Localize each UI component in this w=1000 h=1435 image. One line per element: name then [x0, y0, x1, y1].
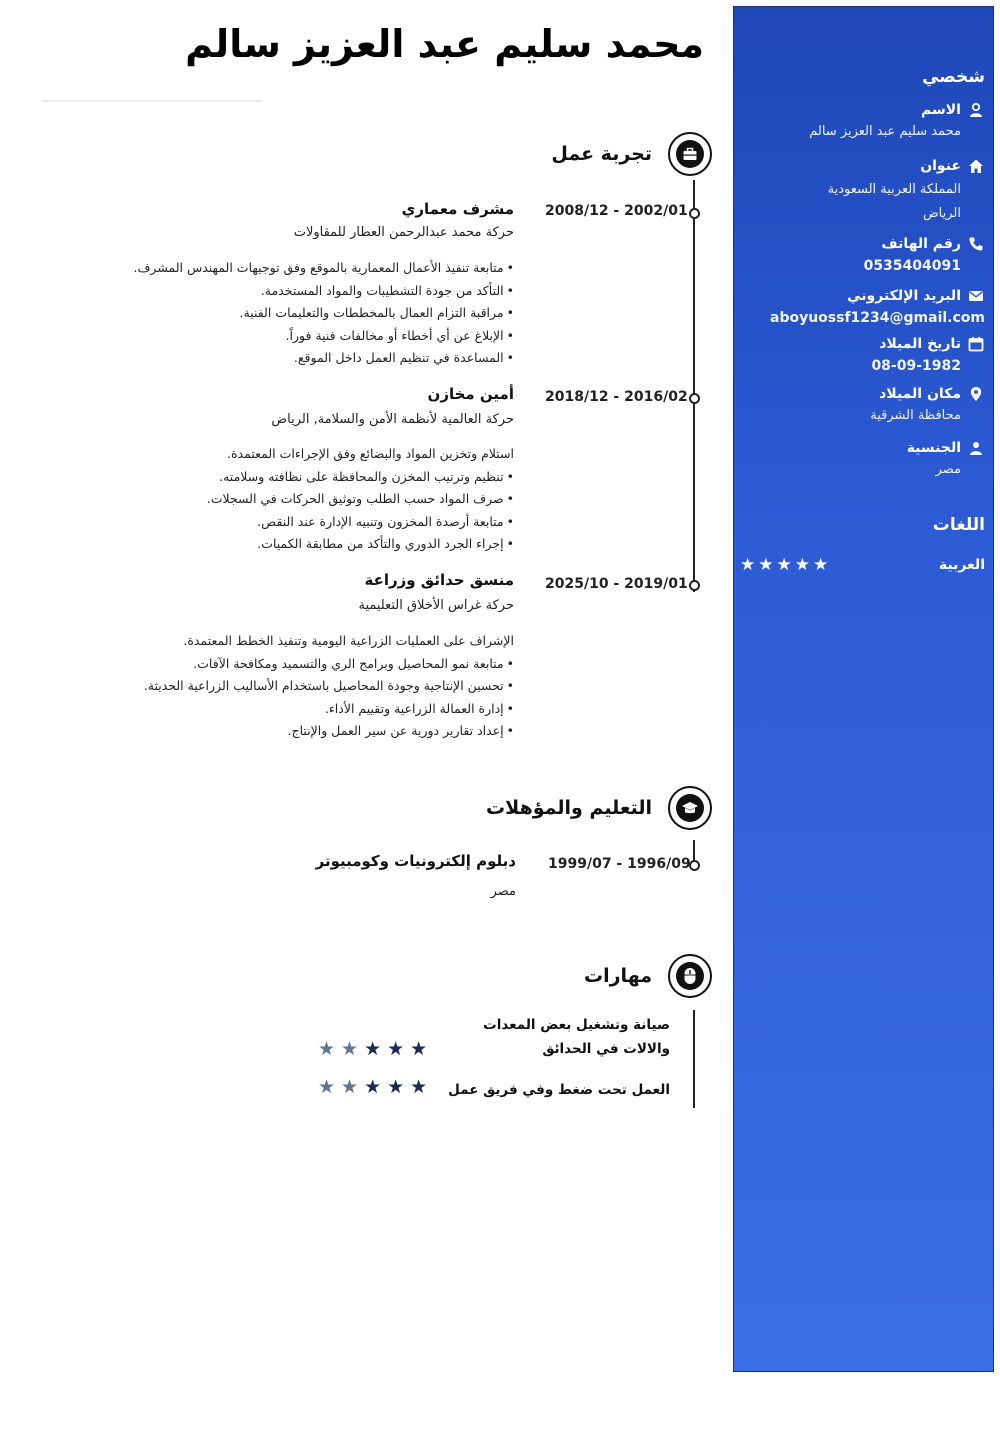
sidebar-value-city: الرياض — [922, 206, 961, 221]
sidebar-label: رقم الهاتف — [881, 236, 961, 252]
duty-item: • تنظيم وترتيب المخزن والمحافظة على نظافته وسلامته. — [207, 466, 514, 489]
job-duties — [134, 257, 515, 370]
sidebar-value: 08-09-1982 — [871, 358, 961, 374]
job-company: حركة غراس الأخلاق التعليمية — [358, 598, 514, 613]
experience-timeline — [693, 180, 695, 592]
skills-title: مهارات — [584, 965, 652, 987]
education-title: التعليم والمؤهلات — [486, 797, 652, 819]
sidebar-value: محافظة الشرقية — [870, 408, 961, 423]
job-date: 2025/10 - 2019/01 — [545, 576, 688, 592]
sidebar-label: تاريخ الميلاد — [879, 336, 961, 352]
language-row — [740, 555, 985, 575]
education-place: مصر — [490, 884, 516, 899]
timeline-dot — [689, 208, 700, 219]
duty-item: • المساعدة في تنظيم العمل داخل الموقع. — [134, 347, 515, 370]
duty-item: استلام وتخزين المواد والبضائع وفق الإجراءات المعتمدة. — [227, 446, 514, 461]
skill-name-line1: صيانة وتشغيل بعض المعدات — [483, 1017, 670, 1033]
home-icon — [967, 157, 985, 175]
experience-section-header — [551, 132, 712, 176]
sidebar-item-email — [740, 287, 985, 329]
skills-section-header — [584, 954, 712, 998]
duty-item: • إعداد تقارير دورية عن سير العمل والإنتاج. — [144, 720, 514, 743]
experience-title: تجربة عمل — [551, 143, 652, 165]
skills-line — [693, 1010, 695, 1108]
location-pin-icon — [967, 385, 985, 403]
duty-item: • متابعة أرصدة المخزون وتنبيه الإدارة عند النقص. — [207, 511, 514, 534]
duty-item: الإشراف على العمليات الزراعية اليومية وتنفيذ الخطط المعتمدة. — [183, 633, 514, 648]
skill-name-line2: والالات في الحدائق — [542, 1041, 670, 1057]
duty-item: • صرف المواد حسب الطلب وتوثيق الحركات في السجلات. — [207, 488, 514, 511]
job-date: 2018/12 - 2016/02 — [545, 389, 688, 405]
sidebar-item-birthdate — [740, 335, 985, 377]
mail-icon — [967, 287, 985, 305]
sidebar-value: مصر — [935, 462, 961, 477]
flag-person-icon — [967, 439, 985, 457]
languages-section-title: اللغات — [932, 515, 985, 535]
briefcase-icon — [668, 132, 712, 176]
person-icon — [967, 101, 985, 119]
skill-item — [483, 1013, 670, 1061]
sidebar-label: مكان الميلاد — [879, 386, 961, 402]
graduation-cap-icon — [668, 786, 712, 830]
sidebar-value: aboyuossf1234@gmail.com — [770, 310, 985, 326]
duty-item: • إدارة العمالة الزراعية وتقييم الأداء. — [144, 698, 514, 721]
duty-item: • متابعة تنفيذ الأعمال المعمارية بالموقع وفق توجيهات المهندس المشرف. — [134, 257, 515, 280]
job-title: منسق حدائق وزراعة — [364, 571, 514, 589]
skill-name-line1: العمل تحت ضغط وفي فريق عمل — [448, 1082, 670, 1098]
skill-item — [448, 1078, 670, 1102]
duty-item: • مراقبة التزام العمال بالمخططات والتعليمات الفنية. — [134, 302, 515, 325]
job-date: 2008/12 - 2002/01 — [545, 203, 688, 219]
duty-item: • الإبلاغ عن أي أخطاء أو مخالفات فنية فوراً. — [134, 325, 515, 348]
sidebar-item-address — [740, 157, 985, 225]
sidebar-label: عنوان — [920, 158, 961, 174]
skill-rating-stars: ★★★★★ — [318, 1038, 434, 1060]
job-company: حركة العالمية لأنظمة الأمن والسلامة, الرياض — [271, 412, 514, 427]
sidebar-value: المملكة العربية السعودية — [827, 182, 961, 197]
sidebar-item-nationality — [740, 439, 985, 481]
duty-item: • التأكد من جودة التشطيبات والمواد المستخدمة. — [134, 280, 515, 303]
skill-rating-stars: ★★★★★ — [318, 1076, 434, 1098]
sidebar-item-phone — [740, 235, 985, 277]
sidebar — [733, 6, 994, 1372]
candidate-name: محمد سليم عبد العزيز سالم — [185, 22, 704, 66]
phone-icon — [967, 235, 985, 253]
sidebar-item-name — [740, 101, 985, 143]
mouse-icon — [668, 954, 712, 998]
job-title: مشرف معماري — [401, 200, 514, 218]
timeline-dot — [689, 393, 700, 404]
sidebar-label: الجنسية — [906, 440, 961, 456]
job-duties — [207, 443, 514, 556]
duty-item: • تحسين الإنتاجية وجودة المحاصيل باستخدام الأساليب الزراعية الحديثة. — [144, 675, 514, 698]
duty-item: • متابعة نمو المحاصيل وبرامج الري والتسميد ومكافحة الآفات. — [144, 653, 514, 676]
sidebar-label: البريد الإلكتروني — [847, 288, 961, 304]
calendar-icon — [967, 335, 985, 353]
duty-item: • إجراء الجرد الدوري والتأكد من مطابقة الكميات. — [207, 533, 514, 556]
job-title: أمين مخازن — [427, 385, 514, 403]
education-title-text: دبلوم إلكترونيات وكومبيوتر — [315, 852, 516, 870]
language-name: العربية — [938, 557, 985, 573]
personal-section-title: شخصي — [922, 67, 985, 87]
sidebar-label: الاسم — [921, 102, 961, 118]
education-date: 1999/07 - 1996/09 — [548, 856, 691, 872]
sidebar-value: 0535404091 — [863, 258, 961, 274]
sidebar-value: محمد سليم عبد العزيز سالم — [809, 124, 961, 139]
language-rating-stars: ★★★★★ — [740, 555, 832, 575]
decorative-line — [42, 100, 262, 102]
sidebar-item-birthplace — [740, 385, 985, 427]
education-section-header — [486, 786, 712, 830]
job-duties — [144, 630, 514, 743]
job-company: حركة محمد عبدالرحمن العطار للمقاولات — [293, 225, 514, 240]
timeline-dot — [689, 580, 700, 591]
